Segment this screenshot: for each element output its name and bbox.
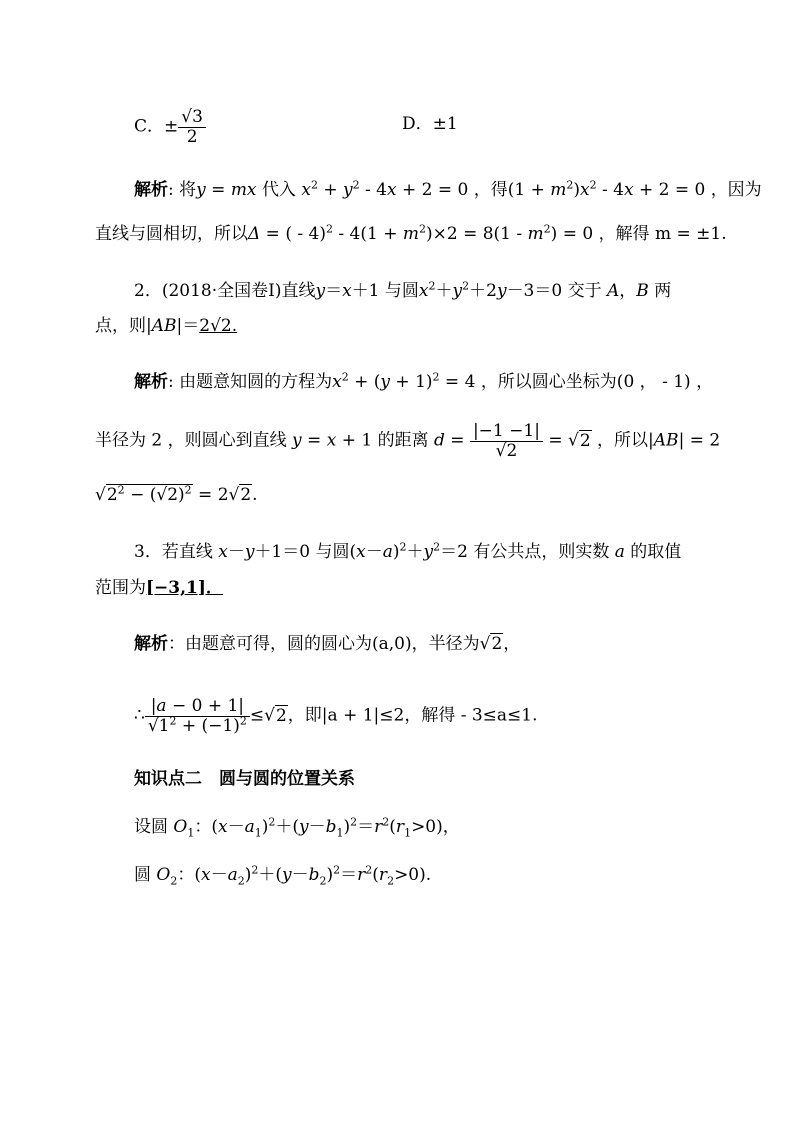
section-text: 圆 <box>134 865 151 885</box>
q2-answer: 2√2. <box>199 316 238 336</box>
q3-text: 有公共点，则实数 <box>473 542 610 562</box>
option-d-text: D．±1 <box>402 114 458 134</box>
q3-sol-text: ， <box>503 634 521 654</box>
q2-sol-text: 半径为 2 ，则圆心到直线 <box>95 430 287 451</box>
q2-text: 直线 <box>281 281 316 301</box>
q2-sol-text: ，所以圆心坐标为(0 ， - 1) ， <box>480 372 714 392</box>
distance-fraction: $\frac{|-1 -1|}{√2}$ <box>470 422 543 460</box>
q3-text: 的取值 <box>630 542 682 562</box>
q2-text: 交于 <box>567 281 602 301</box>
q1-sol-text: ，得 <box>473 180 508 200</box>
q2-sol-text: : 由题意知圆的方程为 <box>168 372 333 392</box>
q3-solution-line-2: ∴ $\frac{|a - 0 + 1|}{√1^2 + (-1)^2}$ ≤√2，即|a + 1|≤2，解得 - 3≤a≤1. <box>134 696 538 736</box>
q2-text: 点，则 <box>95 316 146 336</box>
q2-text: 与圆 <box>384 281 419 301</box>
solution-label: 解析 <box>134 372 168 392</box>
solution-label: 解析 <box>134 634 168 654</box>
q1-sol-text: 直线与圆相切，所以 <box>95 224 248 244</box>
q2-sol-text: = 2 <box>689 430 721 451</box>
option-c-prefix: C．± <box>134 116 179 137</box>
q1-sol-text: : 将 <box>168 180 197 200</box>
q1-sol-text: 代入 <box>261 180 296 200</box>
option-c <box>134 108 206 146</box>
section-text: 设圆 <box>134 817 168 837</box>
q3-sol-text: ，即|a + 1|≤2，解得 - 3≤a≤1. <box>287 705 538 726</box>
q2-solution-line-1: 解析: 由题意知圆的方程为$x^2 + (y + 1)^2 = 4$ ，所以圆心坐标为(0 ， - 1) ， <box>134 370 714 392</box>
q3-solution-line-1: 解析：由题意可得，圆的圆心为(a,0)，半径为√2， <box>134 634 521 654</box>
q1-solution-line-1: 解析: 将y = mx 代入 $x^2 + y^2 - 4x + 2 = 0$ ，得$(1 + m^2)x^2 - 4x + 2 = 0$ ，因为 <box>134 178 762 200</box>
question-number: 2． <box>134 281 162 301</box>
q3-text: 与圆 <box>315 542 350 562</box>
q1-sol-text: ，因为 <box>710 180 762 200</box>
circle-o1-definition: 设圆 $O_1$：$(x-a_1)^2+(y-b_1)^2=r^2(r_1>0)$， <box>134 815 460 840</box>
q1-sol-text: ，解得 <box>598 224 650 244</box>
q3-text: 若直线 <box>161 542 213 562</box>
option-d <box>402 112 458 136</box>
q3-line-1: 3．若直线 x－y＋1＝0 与圆$(x-a)^2+y^2=2$ 有公共点，则实数 a 的取值 <box>134 540 682 562</box>
section-title: 知识点二 圆与圆的位置关系 <box>134 769 355 789</box>
q2-text: 两 <box>654 281 672 301</box>
q3-sol-text: ：由题意可得，圆的圆心为(a,0)，半径为 <box>168 634 480 654</box>
q3-line-2 <box>95 576 223 600</box>
q2-sol-text: 的距离 <box>377 430 429 451</box>
q1-solution-line-2: 直线与圆相切，所以Δ = ( - $4)^2 - 4(1 + m^2)\times 2 = 8(1 - m^2) = 0$ ，解得 m = ±1. <box>95 222 727 244</box>
circle-o2-definition: 圆 $O_2$：$(x-a_2)^2+(y-b_2)^2=r^2(r_2>0)$. <box>134 863 432 888</box>
q2-solution-line-3: $√2^2 - (√2)^2 = 2√2$. <box>95 483 258 505</box>
distance-fraction: $\frac{|a - 0 + 1|}{√1^2 + (-1)^2}$ <box>145 697 250 735</box>
question-number: 3． <box>134 542 162 562</box>
q1-result: m = ±1. <box>654 224 727 244</box>
q2-sol-text: ，所以 <box>597 430 649 451</box>
q2-line-2: 点，则|AB|＝2√2. <box>95 316 238 336</box>
solution-label: 解析 <box>134 180 168 200</box>
q3-text: 范围为 <box>95 578 146 598</box>
q2-line-1: 2．(2018·全国卷Ⅰ)直线y＝x＋1 与圆$x^2+y^2+2y-3=0$ 交于 A，B 两 <box>134 279 672 301</box>
option-c-fraction: $\frac{√3}{2}$ <box>178 108 206 146</box>
q3-answer: [−3,1]． <box>146 578 223 598</box>
q2-solution-line-2: 半径为 2 ，则圆心到直线 y = x + 1 的距离 d = $\frac{|-1 -1|}{√2}$ = √2 ，所以|AB| = 2 <box>95 421 721 461</box>
question-source: (2018·全国卷Ⅰ) <box>161 281 282 301</box>
